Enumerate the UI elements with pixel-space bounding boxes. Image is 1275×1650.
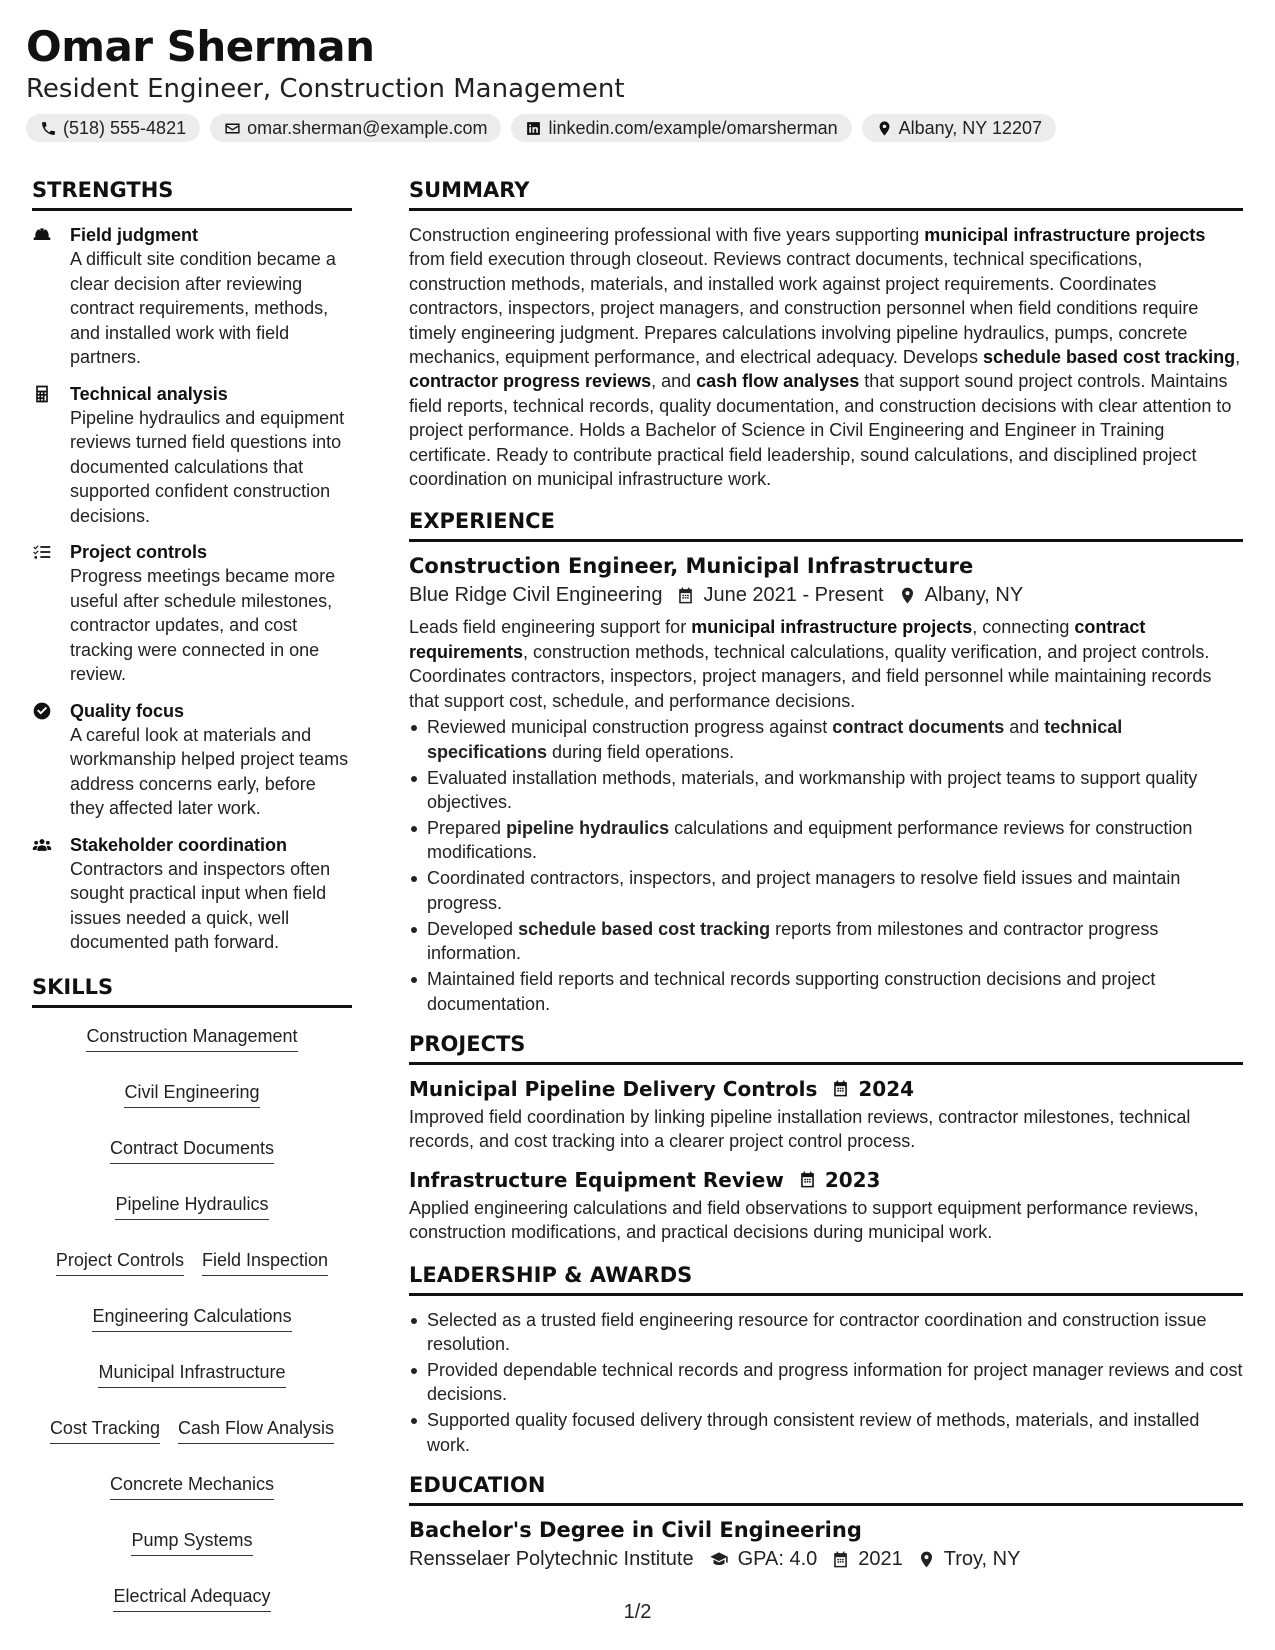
skill-tag: Field Inspection <box>202 1248 328 1276</box>
list-item: Supported quality focused delivery through consistent review of methods, materials, and installed work. <box>409 1408 1243 1457</box>
strength-title: Stakeholder coordination <box>70 834 288 855</box>
calculator-icon <box>32 384 52 404</box>
strength-desc: Contractors and inspectors often sought practical input when field issues needed a quick, well documented path forward. <box>70 858 331 952</box>
hard-hat-icon <box>32 225 52 245</box>
map-pin-icon <box>917 1550 936 1569</box>
skill-tag: Construction Management <box>86 1024 297 1052</box>
skill-tag: Pipeline Hydraulics <box>115 1192 268 1220</box>
calendar-icon <box>831 1550 850 1569</box>
calendar-icon <box>676 586 695 605</box>
degree-title: Bachelor's Degree in Civil Engineering <box>409 1518 862 1543</box>
summary-heading: SUMMARY <box>409 178 1243 211</box>
skills-list <box>32 1024 352 1612</box>
skills-heading: SKILLS <box>32 975 352 1008</box>
contact-email-label: omar.sherman@example.com <box>247 117 488 138</box>
list-item: Evaluated installation methods, materials, and workmanship with project teams to support quality objectives. <box>409 766 1243 815</box>
list-item: Provided dependable technical records and progress information for project manager reviews and cost decisions. <box>409 1358 1243 1407</box>
list-item: Selected as a trusted field engineering resource for contractor coordination and construction issue resolution. <box>409 1308 1243 1357</box>
project-title: Infrastructure Equipment Review 2023 <box>409 1167 881 1192</box>
contact-bar <box>26 114 1056 142</box>
job-dates: June 2021 - Present <box>703 584 884 607</box>
job-meta <box>409 584 1243 607</box>
envelope-icon <box>224 120 241 137</box>
users-icon <box>32 835 52 855</box>
school-name: Rensselaer Polytechnic Institute <box>409 1548 694 1571</box>
phone-icon <box>40 120 57 137</box>
education-heading: EDUCATION <box>409 1473 1243 1506</box>
candidate-name: Omar Sherman <box>26 22 375 71</box>
experience-heading: EXPERIENCE <box>409 509 1243 542</box>
skill-tag: Electrical Adequacy <box>113 1584 270 1612</box>
graduation-cap-icon <box>708 1550 730 1569</box>
skill-tag: Civil Engineering <box>124 1080 259 1108</box>
strength-desc: A careful look at materials and workmanship helped project teams address concerns early, before they affected later work. <box>70 724 349 818</box>
strength-item <box>32 833 352 955</box>
left-column <box>32 178 352 1612</box>
strength-title: Project controls <box>70 542 208 562</box>
checklist-icon <box>32 542 52 562</box>
project-desc: Applied engineering calculations and field observations to support equipment performance reviews, construction modifications, and practical decisions during municipal work. <box>409 1197 1199 1243</box>
job-bullets <box>409 715 1243 1016</box>
leadership-heading: LEADERSHIP & AWARDS <box>409 1263 1243 1296</box>
strength-desc: A difficult site condition became a clear decision after reviewing contract requirements, methods, and installed work with field partners. <box>70 249 336 367</box>
job-intro: Leads field engineering support for municipal infrastructure projects, connecting contract requirements, construction methods, technical calculations, quality verification, and project controls. Coordinates contractors, inspectors, project managers, and field personnel while maintaining records that support cost, schedule, and performance decisions. <box>409 617 1212 711</box>
job-location: Albany, NY <box>924 584 1024 607</box>
strength-item <box>32 382 352 529</box>
linkedin-icon <box>525 120 542 137</box>
project-year: 2024 <box>858 1076 915 1101</box>
list-item: Maintained field reports and technical records supporting construction decisions and project documentation. <box>409 967 1243 1016</box>
job-company: Blue Ridge Civil Engineering <box>409 584 663 607</box>
right-column <box>409 178 1243 1579</box>
skill-tag: Municipal Infrastructure <box>98 1360 285 1388</box>
strength-desc: Pipeline hydraulics and equipment reviews turned field questions into documented calculations that supported confident construction decisions. <box>70 407 345 526</box>
strength-item <box>32 223 352 370</box>
graduation-year: 2021 <box>858 1548 903 1571</box>
skill-tag: Pump Systems <box>131 1528 252 1556</box>
list-item: Coordinated contractors, inspectors, and project managers to resolve field issues and maintain progress. <box>409 866 1243 915</box>
skill-tag: Cash Flow Analysis <box>178 1416 334 1444</box>
list-item: Reviewed municipal construction progress against contract documents and technical specifications during field operations. <box>409 715 1243 764</box>
leadership-bullets <box>409 1308 1243 1458</box>
contact-phone[interactable] <box>26 114 200 142</box>
strength-item <box>32 540 352 687</box>
skill-tag: Cost Tracking <box>50 1416 160 1444</box>
map-pin-icon <box>898 586 917 605</box>
check-circle-icon <box>32 701 52 721</box>
skill-tag: Contract Documents <box>110 1136 274 1164</box>
project-title: Municipal Pipeline Delivery Controls 2024 <box>409 1076 915 1101</box>
strength-title: Quality focus <box>70 700 185 721</box>
candidate-role: Resident Engineer, Construction Management <box>26 74 625 104</box>
skill-tag: Engineering Calculations <box>92 1304 291 1332</box>
list-item: Prepared pipeline hydraulics calculations and equipment performance reviews for construction modifications. <box>409 816 1243 865</box>
calendar-icon <box>798 1170 817 1189</box>
skill-tag: Project Controls <box>56 1248 184 1276</box>
calendar-icon <box>831 1079 850 1098</box>
strength-title: Field judgment <box>70 225 198 245</box>
contact-email[interactable] <box>210 114 501 142</box>
summary-text: Construction engineering professional with five years supporting municipal infrastructure projects from field execution through closeout. Reviews contract documents, technical specifications, construction methods, materials, and installed work against project requirements. Coordinates contractors, inspectors, project managers, and construction personnel when field conditions require timely engineering judgment. Prepares calculations involving pipeline hydraulics, pumps, concrete mechanics, equipment performance, and electrical adequacy. Develops schedule based cost tracking, contractor progress reviews, and cash flow analyses that support sound project controls. Maintains field reports, technical records, quality documentation, and construction decisions with clear attention to project performance. Holds a Bachelor of Science in Civil Engineering and Engineer in Training certificate. Ready to contribute practical field leadership, sound calculations, and disciplined project coordination on municipal infrastructure work. <box>409 225 1241 490</box>
gpa: GPA: 4.0 <box>737 1548 818 1571</box>
contact-linkedin-label: linkedin.com/example/omarsherman <box>548 117 838 138</box>
strength-desc: Progress meetings became more useful after schedule milestones, contractor updates, and cost tracking were connected in one review. <box>70 566 336 684</box>
contact-location[interactable] <box>862 114 1056 142</box>
contact-linkedin[interactable] <box>511 114 851 142</box>
contact-location-label: Albany, NY 12207 <box>898 117 1043 138</box>
list-item: Developed schedule based cost tracking reports from milestones and contractor progress information. <box>409 917 1243 966</box>
job-title: Construction Engineer, Municipal Infrastructure <box>409 554 974 579</box>
page-number: 1/2 <box>623 1601 652 1623</box>
school-location: Troy, NY <box>943 1548 1021 1571</box>
project-desc: Improved field coordination by linking pipeline installation reviews, contractor milestones, technical records, and cost tracking into a clearer project control process. <box>409 1106 1191 1152</box>
projects-heading: PROJECTS <box>409 1032 1243 1065</box>
map-pin-icon <box>876 120 893 137</box>
project-year: 2023 <box>824 1167 881 1192</box>
contact-phone-label: (518) 555-4821 <box>63 117 187 138</box>
education-meta <box>409 1548 1243 1571</box>
strength-title: Technical analysis <box>70 383 228 404</box>
strengths-heading: STRENGTHS <box>32 178 352 211</box>
skill-tag: Concrete Mechanics <box>110 1472 274 1500</box>
strength-item <box>32 699 352 821</box>
